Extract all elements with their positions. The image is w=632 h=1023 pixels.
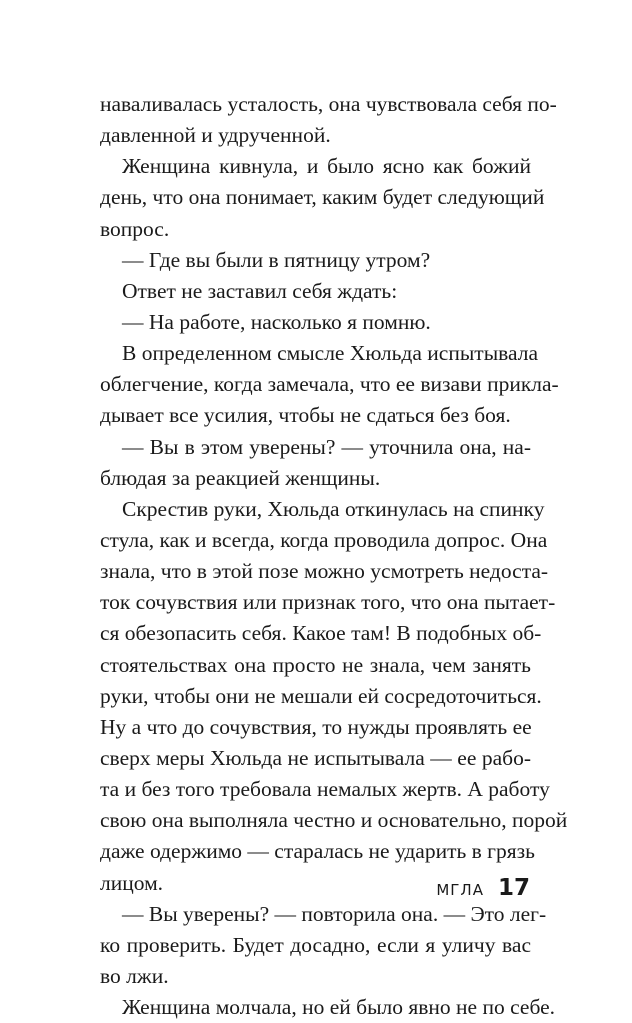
- text-line: давленной и удрученной.: [100, 123, 331, 148]
- text-line: стоятельствах она просто не знала, чем занять: [100, 652, 531, 677]
- text-line: наваливалась усталость, она чувствовала себя по-: [100, 92, 557, 116]
- text-line: — Где вы были в пятницу утром?: [122, 247, 431, 272]
- text-line: облегчение, когда замечала, что ее визави прикла-: [100, 372, 559, 397]
- text-line: та и без того требовала немалых жертв. А работу: [100, 777, 550, 802]
- text-line: ток сочувствия или признак того, что она пытает-: [100, 590, 556, 615]
- text-line: дывает все усилия, чтобы не сдаться без боя.: [100, 403, 511, 428]
- text-line: Ответ не заставил себя ждать:: [122, 278, 398, 303]
- text-line: день, что она понимает, каким будет следующий: [100, 185, 545, 210]
- text-line: Женщина кивнула, и было ясно как божий: [122, 154, 531, 179]
- text-line: во лжи.: [100, 963, 169, 988]
- text-line: Ну а что до сочувствия, то нужды проявлять ее: [100, 714, 532, 739]
- text-line: ся обезопасить себя. Какое там! В подобных об-: [100, 621, 542, 646]
- text-line: стула, как и всегда, когда проводила допрос. Она: [100, 527, 548, 552]
- text-line: даже одержимо — старалась не ударить в грязь: [100, 839, 535, 864]
- text-line: — Вы уверены? — повторила она. — Это лег-: [122, 901, 547, 926]
- text-line: знала, что в этой позе можно усмотреть недоста-: [100, 559, 549, 584]
- text-line: лицом.: [100, 870, 164, 895]
- page-number: 17: [497, 875, 530, 901]
- text-line: свою она выполняла честно и основательно, порой: [100, 808, 568, 833]
- text-line: В определенном смысле Хюльда испытывала: [122, 341, 539, 366]
- running-head: МГЛА: [436, 881, 484, 899]
- text-line: Женщина молчала, но ей было явно не по себе.: [122, 995, 556, 1020]
- text-line: сверх меры Хюльда не испытывала — ее рабо-: [100, 745, 531, 770]
- text-line: — На работе, насколько я помню.: [122, 309, 431, 334]
- text-line: — Вы в этом уверены? — уточнила она, на-: [122, 434, 531, 459]
- page-footer: [436, 875, 530, 905]
- text-line: руки, чтобы они не мешали ей сосредоточиться.: [100, 683, 542, 708]
- text-line: вопрос.: [100, 216, 170, 241]
- text-line: Скрестив руки, Хюльда откинулась на спинку: [122, 496, 545, 521]
- text-line: блюдая за реакцией женщины.: [100, 465, 381, 490]
- text-line: ко проверить. Будет досадно, если я уличу вас: [100, 932, 531, 957]
